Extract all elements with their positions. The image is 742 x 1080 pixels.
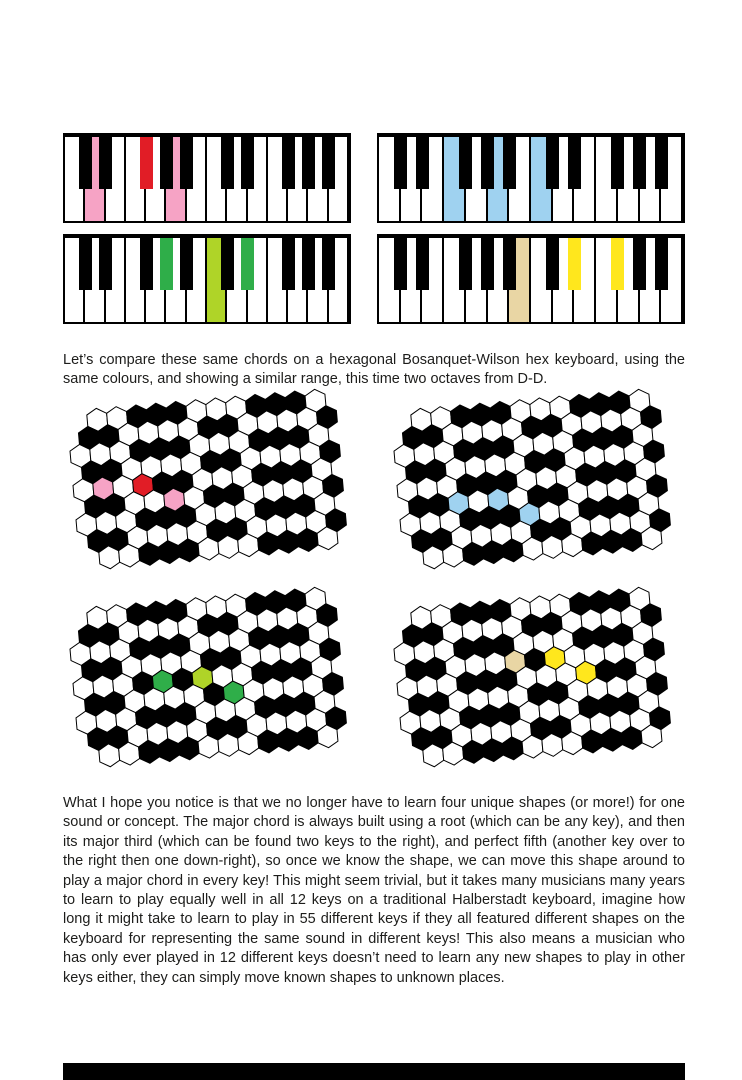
piano-keyboard-bottom-right — [377, 234, 685, 324]
black-key — [180, 238, 193, 290]
black-key — [302, 238, 315, 290]
black-key — [322, 238, 335, 290]
black-key — [611, 137, 624, 189]
black-key — [568, 137, 581, 189]
piano-keyboard-top-right — [377, 133, 685, 223]
black-key — [282, 238, 295, 290]
black-key — [503, 137, 516, 189]
black-key — [546, 238, 559, 290]
black-key — [160, 137, 173, 189]
black-key — [416, 238, 429, 290]
hex-grid — [388, 385, 674, 573]
black-key — [633, 137, 646, 189]
black-key — [180, 137, 193, 189]
hex-grid — [64, 385, 350, 573]
black-key — [655, 137, 668, 189]
black-key — [394, 238, 407, 290]
black-key — [241, 238, 254, 290]
hex-grid — [64, 583, 350, 771]
black-key — [140, 238, 153, 290]
hex-grid — [388, 583, 674, 771]
black-key — [79, 137, 92, 189]
black-key — [459, 137, 472, 189]
black-key — [99, 238, 112, 290]
piano-keyboard-top-left — [63, 133, 351, 223]
black-key — [611, 238, 624, 290]
black-key — [568, 238, 581, 290]
page-bottom-bar — [63, 1063, 685, 1080]
body-paragraph: What I hope you notice is that we no longer have to learn four unique shapes (or more!) for one sound or concept. The major chord is always built using a root (which can be any key), and then its major third (which can be found two keys to the right), and perfect fifth (another key over to the right then one down-right), so once we know the shape, we can move this shape around to play a major chord in every key! This might seem trivial, but it takes many musicians many years to learn to play equally well in all 12 keys on a traditional Halberstadt keyboard, imagine how long it might take to learn to play in 55 different keys if they all featured different shapes on the keyboard for representing the same sound in different keys! This also means a musician who has only ever played in 12 different keys doesn’t need to learn any new shapes to play in other keys either, they can simply move known shapes to unknown places. — [63, 795, 685, 986]
black-key — [160, 238, 173, 290]
black-key — [140, 137, 153, 189]
piano-keyboard-bottom-left — [63, 234, 351, 324]
hex-keyboard-bottom-left — [56, 583, 357, 772]
hex-keyboard-top-right — [370, 384, 691, 575]
black-key — [282, 137, 295, 189]
black-key — [99, 137, 112, 189]
black-key — [241, 137, 254, 189]
black-key — [221, 137, 234, 189]
black-key — [221, 238, 234, 290]
black-key — [481, 238, 494, 290]
piano-figure — [63, 133, 685, 324]
black-key — [394, 137, 407, 189]
black-key — [416, 137, 429, 189]
black-key — [302, 137, 315, 189]
black-key — [655, 238, 668, 290]
black-key — [633, 238, 646, 290]
black-key — [546, 137, 559, 189]
black-key — [459, 238, 472, 290]
hex-keyboard-top-left — [56, 385, 357, 574]
black-key — [481, 137, 494, 189]
hex-keyboard-bottom-right — [370, 582, 691, 773]
black-key — [79, 238, 92, 290]
intro-paragraph: Let’s compare these same chords on a hexagonal Bosanquet-Wilson hex keyboard, using the same colours, and showing a similar range, this time two octaves from D-D. — [63, 352, 685, 388]
black-key — [322, 137, 335, 189]
black-key — [503, 238, 516, 290]
hex-figure — [63, 397, 685, 760]
